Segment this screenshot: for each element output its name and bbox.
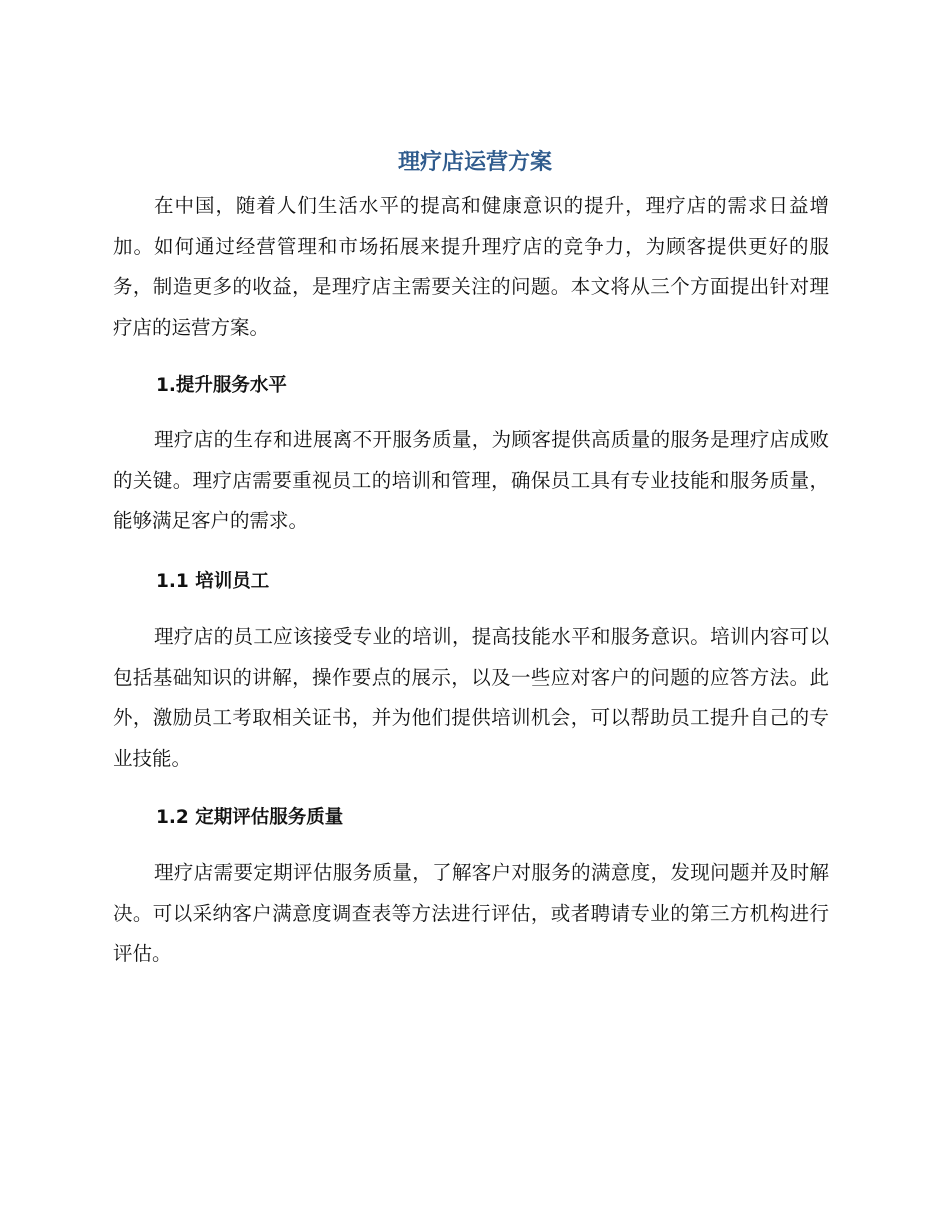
section-body-staff-training: 理疗店的员工应该接受专业的培训，提高技能水平和服务意识。培训内容可以包括基础知识的讲解，操作要点的展示，以及一些应对客户的问题的应答方法。此外，激励员工考取相关证书，并为他们提供培训机会，可以帮助员工提升自己的专业技能。: [113, 625, 829, 770]
section-heading-staff-training: 1.1 培训员工: [156, 571, 270, 592]
section-body-service-level: 理疗店的生存和进展离不开服务质量，为顾客提供高质量的服务是理疗店成败的关键。理疗店需要重视员工的培训和管理，确保员工具有专业技能和服务质量，能够满足客户的需求。: [113, 428, 829, 532]
section-body-quality-evaluation: 理疗店需要定期评估服务质量，了解客户对服务的满意度，发现问题并及时解决。可以采纳客户满意度调查表等方法进行评估，或者聘请专业的第三方机构进行评估。: [113, 861, 829, 965]
section-heading-service-level: 1.提升服务水平: [156, 375, 287, 396]
intro-paragraph: 在中国，随着人们生活水平的提高和健康意识的提升，理疗店的需求日益增加。如何通过经营管理和市场拓展来提升理疗店的竞争力，为顾客提供更好的服务，制造更多的收益，是理疗店主需要关注的问题。本文将从三个方面提出针对理疗店的运营方案。: [113, 194, 829, 339]
section-heading-quality-evaluation: 1.2 定期评估服务质量: [156, 807, 344, 828]
document-title: 理疗店运营方案: [397, 150, 552, 175]
